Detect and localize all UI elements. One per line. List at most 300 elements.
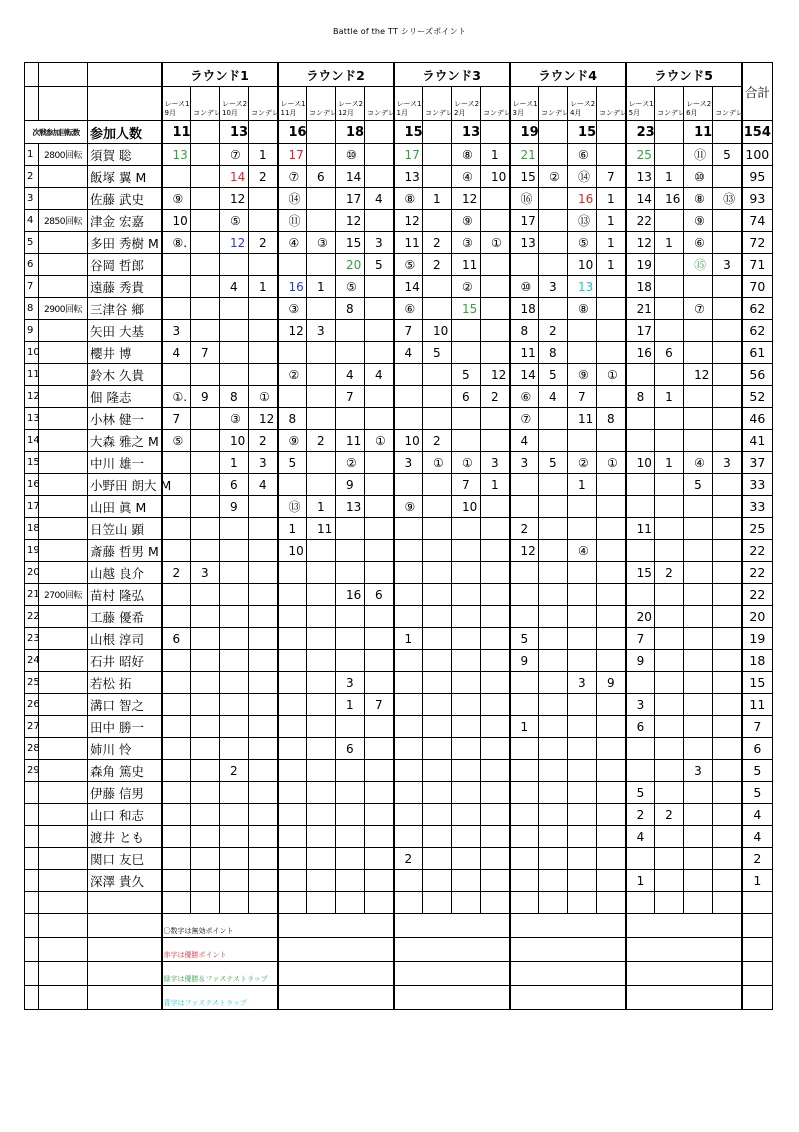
points-cell	[336, 628, 365, 650]
driver-name: 苗村 隆弘	[88, 584, 162, 606]
points-cell	[365, 650, 394, 672]
total-points: 41	[742, 430, 773, 452]
points-cell: ⑭	[278, 188, 307, 210]
points-cell	[655, 870, 684, 892]
standings-row	[25, 628, 773, 650]
points-cell	[249, 496, 278, 518]
next-rotation-cell	[39, 518, 88, 540]
points-cell	[481, 672, 510, 694]
points-cell	[191, 716, 220, 738]
points-cell	[220, 562, 249, 584]
total-points: 72	[742, 232, 773, 254]
points-cell	[713, 694, 742, 716]
points-cell	[336, 826, 365, 848]
corner-cell	[25, 87, 39, 121]
total-points: 33	[742, 496, 773, 518]
participant-count: 15	[394, 121, 423, 144]
points-cell: ②	[278, 364, 307, 386]
points-cell	[220, 628, 249, 650]
points-cell	[162, 606, 191, 628]
points-cell: 3	[713, 254, 742, 276]
points-cell	[539, 210, 568, 232]
points-cell	[684, 342, 713, 364]
total-points: 71	[742, 254, 773, 276]
points-cell	[191, 474, 220, 496]
points-cell: 9	[336, 474, 365, 496]
document-title: Battle of the TT シリーズポイント	[332, 27, 467, 36]
points-cell: ⑬	[713, 188, 742, 210]
points-cell	[452, 826, 481, 848]
points-cell: 6	[220, 474, 249, 496]
empty-cell	[655, 892, 684, 914]
empty-cell	[597, 892, 626, 914]
empty-cell	[25, 892, 39, 914]
points-cell	[278, 694, 307, 716]
points-cell: 9	[191, 386, 220, 408]
points-cell	[597, 386, 626, 408]
points-cell	[713, 298, 742, 320]
points-cell	[655, 650, 684, 672]
points-cell	[481, 760, 510, 782]
rank-cell: 15	[25, 452, 39, 474]
points-cell	[365, 496, 394, 518]
participant-count	[191, 121, 220, 144]
points-cell: ①	[597, 364, 626, 386]
total-points: 25	[742, 518, 773, 540]
rank-cell: 19	[25, 540, 39, 562]
points-cell	[191, 364, 220, 386]
total-points: 20	[742, 606, 773, 628]
driver-name: 鈴木 久貴	[88, 364, 162, 386]
points-cell: 20	[336, 254, 365, 276]
points-cell: 4	[510, 430, 539, 452]
participant-count	[307, 121, 336, 144]
points-cell: 2	[423, 254, 452, 276]
points-cell	[394, 672, 423, 694]
total-points: 5	[742, 782, 773, 804]
participant-count: 13	[452, 121, 481, 144]
points-cell	[162, 650, 191, 672]
empty-cell	[307, 892, 336, 914]
points-cell: 5	[539, 364, 568, 386]
standings-row	[25, 738, 773, 760]
points-cell: ②	[568, 452, 597, 474]
points-cell	[191, 452, 220, 474]
points-cell	[365, 320, 394, 342]
race-header	[162, 87, 191, 121]
points-cell	[452, 672, 481, 694]
points-cell	[249, 672, 278, 694]
points-cell: 3	[307, 320, 336, 342]
standings-row	[25, 672, 773, 694]
concours-header	[713, 87, 742, 121]
empty-cell	[510, 950, 626, 962]
points-cell	[220, 782, 249, 804]
next-rotation-cell	[39, 276, 88, 298]
empty-cell	[39, 914, 88, 926]
points-cell	[191, 804, 220, 826]
points-cell	[423, 650, 452, 672]
participants-row	[25, 121, 773, 144]
empty-cell	[336, 892, 365, 914]
concours-header	[249, 87, 278, 121]
empty-cell	[713, 892, 742, 914]
points-cell	[249, 650, 278, 672]
points-cell	[191, 672, 220, 694]
points-cell	[481, 276, 510, 298]
points-cell: 3	[481, 452, 510, 474]
concours-header	[365, 87, 394, 121]
points-cell	[713, 716, 742, 738]
empty-cell	[365, 892, 394, 914]
points-cell: 2	[655, 562, 684, 584]
total-points: 56	[742, 364, 773, 386]
points-cell	[713, 276, 742, 298]
driver-name: 佐藤 武史	[88, 188, 162, 210]
points-cell: 10	[626, 452, 655, 474]
race-header	[568, 87, 597, 121]
points-cell	[510, 694, 539, 716]
next-rotation-cell	[39, 716, 88, 738]
points-cell	[539, 650, 568, 672]
points-cell	[568, 782, 597, 804]
points-cell	[336, 562, 365, 584]
driver-name: 田中 勝一	[88, 716, 162, 738]
points-cell	[684, 870, 713, 892]
points-cell: 12	[220, 232, 249, 254]
driver-name: 佃 隆志	[88, 386, 162, 408]
points-cell: 21	[510, 144, 539, 166]
total-points: 5	[742, 760, 773, 782]
points-cell	[568, 342, 597, 364]
driver-name: 三津谷 鄉	[88, 298, 162, 320]
points-cell: ④	[684, 452, 713, 474]
points-cell	[568, 760, 597, 782]
points-cell	[307, 342, 336, 364]
standings-row	[25, 606, 773, 628]
race-month: コンデレ	[715, 109, 743, 117]
empty-cell	[278, 892, 307, 914]
points-cell	[191, 254, 220, 276]
points-cell: 21	[626, 298, 655, 320]
points-cell: 11	[626, 518, 655, 540]
points-cell	[539, 540, 568, 562]
points-cell: 17	[626, 320, 655, 342]
points-cell: 3	[713, 452, 742, 474]
points-cell	[307, 650, 336, 672]
race-header	[626, 87, 655, 121]
points-cell	[365, 848, 394, 870]
points-cell	[481, 628, 510, 650]
points-cell	[539, 628, 568, 650]
points-cell	[597, 628, 626, 650]
rank-cell: 25	[25, 672, 39, 694]
points-cell	[394, 650, 423, 672]
points-cell	[307, 562, 336, 584]
points-cell	[162, 276, 191, 298]
points-cell	[336, 804, 365, 826]
points-cell: 7	[191, 342, 220, 364]
points-cell	[423, 716, 452, 738]
points-cell: 13	[626, 166, 655, 188]
race-month: コンデレ	[657, 109, 685, 117]
points-cell: ④	[452, 166, 481, 188]
round-header-row	[25, 63, 773, 87]
points-cell	[510, 474, 539, 496]
points-cell: 11	[307, 518, 336, 540]
points-cell: 2	[249, 166, 278, 188]
points-cell: 4	[365, 364, 394, 386]
points-cell	[336, 870, 365, 892]
points-cell: 1	[278, 518, 307, 540]
race-label: レース2	[570, 100, 596, 108]
rank-cell: 10	[25, 342, 39, 364]
points-cell: ①.	[162, 386, 191, 408]
points-cell	[394, 606, 423, 628]
rank-cell: 4	[25, 210, 39, 232]
points-cell	[162, 782, 191, 804]
points-cell	[655, 144, 684, 166]
empty-cell	[510, 938, 626, 950]
points-cell	[307, 870, 336, 892]
points-cell	[307, 606, 336, 628]
points-cell	[452, 716, 481, 738]
race-month: 12月	[338, 109, 354, 117]
points-cell: 4	[220, 276, 249, 298]
standings-row	[25, 496, 773, 518]
points-cell: 16	[655, 188, 684, 210]
participant-count: 11	[684, 121, 713, 144]
empty-cell	[626, 986, 742, 998]
points-cell: 5	[626, 782, 655, 804]
points-cell: 6	[162, 628, 191, 650]
points-cell: 1	[220, 452, 249, 474]
points-cell	[655, 364, 684, 386]
points-cell: ⑧	[394, 188, 423, 210]
race-header	[394, 87, 423, 121]
empty-cell	[39, 986, 88, 998]
points-cell: 9	[626, 650, 655, 672]
driver-name: 山越 良介	[88, 562, 162, 584]
points-cell	[423, 562, 452, 584]
points-cell	[568, 804, 597, 826]
points-cell	[684, 496, 713, 518]
points-cell	[423, 848, 452, 870]
next-rotation-cell	[39, 364, 88, 386]
points-cell	[597, 694, 626, 716]
points-cell	[365, 606, 394, 628]
points-cell	[481, 430, 510, 452]
points-cell	[394, 408, 423, 430]
race-month: 2月	[454, 109, 466, 117]
points-cell	[568, 870, 597, 892]
points-cell	[365, 144, 394, 166]
next-rotation-cell	[39, 826, 88, 848]
total-points: 22	[742, 540, 773, 562]
points-cell	[481, 716, 510, 738]
points-cell	[220, 254, 249, 276]
points-cell	[684, 518, 713, 540]
points-cell	[307, 408, 336, 430]
points-cell	[423, 474, 452, 496]
points-cell	[365, 408, 394, 430]
points-cell	[452, 342, 481, 364]
race-label: レース1	[512, 100, 538, 108]
points-cell	[684, 650, 713, 672]
empty-cell	[626, 938, 742, 950]
points-cell	[452, 408, 481, 430]
driver-name: 櫻井 博	[88, 342, 162, 364]
points-cell	[713, 804, 742, 826]
points-cell: ⑦	[684, 298, 713, 320]
participant-count	[249, 121, 278, 144]
points-cell	[452, 870, 481, 892]
points-cell	[307, 738, 336, 760]
points-cell	[568, 584, 597, 606]
total-points: 74	[742, 210, 773, 232]
points-cell	[162, 694, 191, 716]
driver-name: 伊藤 信男	[88, 782, 162, 804]
points-cell	[162, 166, 191, 188]
points-cell: 13	[394, 166, 423, 188]
points-cell	[191, 144, 220, 166]
driver-name: 斎藤 哲男 M	[88, 540, 162, 562]
participants-label: 参加人数	[88, 121, 162, 144]
points-cell	[365, 386, 394, 408]
points-cell: 6	[626, 716, 655, 738]
points-cell	[452, 430, 481, 452]
points-cell: 14	[336, 166, 365, 188]
points-cell	[597, 650, 626, 672]
points-cell: 14	[626, 188, 655, 210]
points-cell	[249, 298, 278, 320]
points-cell	[307, 584, 336, 606]
points-cell: 6	[452, 386, 481, 408]
participant-count: 15	[568, 121, 597, 144]
points-cell: 14	[220, 166, 249, 188]
points-cell: 22	[626, 210, 655, 232]
points-cell	[220, 342, 249, 364]
points-cell	[655, 254, 684, 276]
points-cell	[278, 386, 307, 408]
driver-name: 飯塚 翼 M	[88, 166, 162, 188]
driver-name: 小野田 朗大 M	[88, 474, 162, 496]
legend-text: 緑字は優勝＆ファステストラップ	[162, 974, 278, 986]
next-rotation-cell	[39, 320, 88, 342]
participant-count: 13	[220, 121, 249, 144]
rank-cell: 16	[25, 474, 39, 496]
points-cell	[684, 320, 713, 342]
points-cell	[220, 870, 249, 892]
empty-cell	[684, 892, 713, 914]
points-cell	[539, 188, 568, 210]
points-cell	[162, 254, 191, 276]
empty-cell	[88, 926, 162, 938]
points-cell	[423, 760, 452, 782]
standings-row	[25, 782, 773, 804]
points-cell: ⑤	[162, 430, 191, 452]
points-cell: 12	[684, 364, 713, 386]
points-cell	[510, 496, 539, 518]
points-cell	[452, 584, 481, 606]
round-header: ラウンド2	[278, 63, 394, 87]
race-header	[684, 87, 713, 121]
points-cell	[597, 342, 626, 364]
rank-cell	[25, 848, 39, 870]
points-cell: 1	[423, 188, 452, 210]
next-rotation-cell	[39, 782, 88, 804]
points-cell: 11	[452, 254, 481, 276]
points-cell	[423, 386, 452, 408]
points-cell: 3	[249, 452, 278, 474]
points-cell	[336, 848, 365, 870]
points-cell	[423, 606, 452, 628]
driver-name: 山根 淳司	[88, 628, 162, 650]
points-cell	[365, 760, 394, 782]
points-cell	[597, 298, 626, 320]
driver-name: 山田 眞 M	[88, 496, 162, 518]
points-cell	[249, 518, 278, 540]
points-cell: ⑥	[684, 232, 713, 254]
total-points: 33	[742, 474, 773, 496]
points-cell: 10	[278, 540, 307, 562]
empty-cell	[25, 962, 39, 974]
points-cell	[394, 826, 423, 848]
rank-cell: 28	[25, 738, 39, 760]
points-cell: 12	[394, 210, 423, 232]
points-cell	[162, 364, 191, 386]
points-cell: 8	[220, 386, 249, 408]
points-cell: 5	[713, 144, 742, 166]
concours-header	[655, 87, 684, 121]
points-cell: ⑪	[278, 210, 307, 232]
points-cell	[713, 408, 742, 430]
race-month: コンデレ	[425, 109, 453, 117]
points-cell	[713, 386, 742, 408]
points-cell	[423, 518, 452, 540]
points-cell	[481, 848, 510, 870]
points-cell: 2	[655, 804, 684, 826]
empty-cell	[510, 962, 626, 974]
points-cell: 8	[278, 408, 307, 430]
points-cell	[307, 298, 336, 320]
points-cell: 1	[597, 232, 626, 254]
next-rotation-cell	[39, 848, 88, 870]
points-cell: 10	[423, 320, 452, 342]
points-cell: 15	[626, 562, 655, 584]
empty-cell	[394, 892, 423, 914]
participant-count	[423, 121, 452, 144]
points-cell: 10	[452, 496, 481, 518]
points-cell: 4	[336, 364, 365, 386]
points-cell	[162, 848, 191, 870]
points-cell: 8	[539, 342, 568, 364]
points-cell	[684, 386, 713, 408]
standings-row	[25, 540, 773, 562]
points-cell	[423, 540, 452, 562]
driver-name: 遠藤 秀貴	[88, 276, 162, 298]
points-cell	[191, 826, 220, 848]
rank-cell: 6	[25, 254, 39, 276]
points-cell: ⑦	[220, 144, 249, 166]
points-cell	[249, 804, 278, 826]
rank-cell: 11	[25, 364, 39, 386]
points-cell	[626, 738, 655, 760]
points-cell: 13	[162, 144, 191, 166]
next-rotation-cell	[39, 408, 88, 430]
points-cell: ①	[597, 452, 626, 474]
participant-count	[539, 121, 568, 144]
